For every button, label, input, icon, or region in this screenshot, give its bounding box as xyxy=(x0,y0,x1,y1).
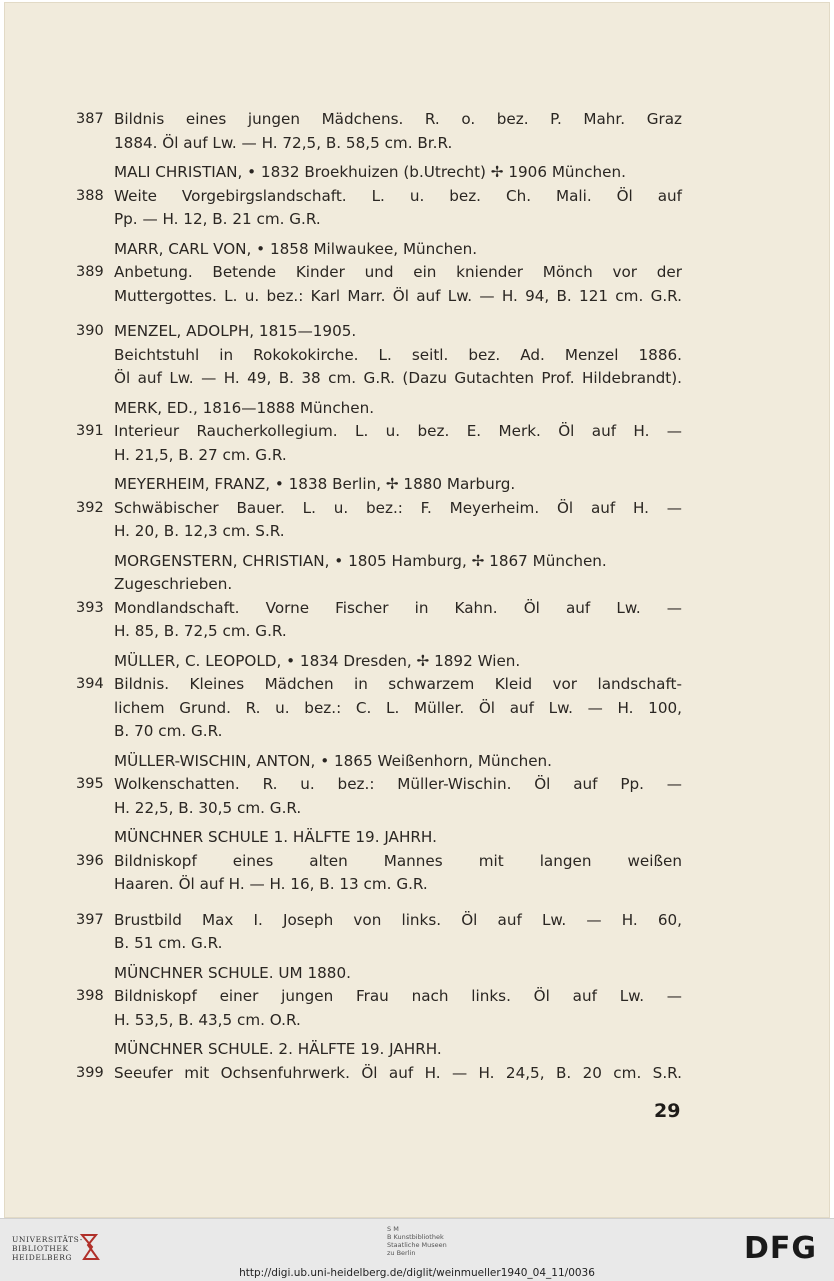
catalog-entries xyxy=(76,108,682,1085)
artist-heading xyxy=(76,750,682,774)
artist-heading xyxy=(76,650,682,674)
entry-line xyxy=(76,108,682,132)
entry-text: H. 21,5, B. 27 cm. G.R. xyxy=(114,445,287,464)
entry-text: H. 22,5, B. 30,5 cm. G.R. xyxy=(114,798,302,817)
entry-text: Brustbild Max I. Joseph von links. Öl auf Lw. — H. 60, xyxy=(114,910,682,929)
entry-text: Bildniskopf eines alten Mannes mit langen weißen xyxy=(114,851,682,870)
entry-number: 395 xyxy=(76,776,104,792)
entry-text: Wolkenschatten. R. u. bez.: Müller-Wischin. Öl auf Pp. — xyxy=(114,775,682,793)
entry-line xyxy=(76,773,682,797)
spacer xyxy=(76,897,682,909)
dfg-logo: DFG xyxy=(744,1231,818,1266)
artist-heading xyxy=(76,238,682,262)
entry-text: lichem Grund. R. u. bez.: C. L. Müller. Öl auf Lw. — H. 100, xyxy=(114,698,682,717)
entry-text: Mondlandschaft. Vorne Fischer in Kahn. Öl auf Lw. — xyxy=(114,598,682,617)
page-number: 29 xyxy=(654,1100,681,1122)
entry-line xyxy=(76,1009,682,1033)
entry-text: MÜNCHNER SCHULE. 2. HÄLFTE 19. JAHRH. xyxy=(114,1040,442,1058)
entry-text: Öl auf Lw. — H. 49, B. 38 cm. G.R. (Dazu Gutachten Prof. Hildebrandt). xyxy=(114,369,682,387)
attribution-note xyxy=(76,573,682,597)
entry-number: 389 xyxy=(76,264,104,280)
entry-number: 391 xyxy=(76,423,104,439)
entry-text: Bildnis eines jungen Mädchens. R. o. bez. P. Mahr. Graz xyxy=(114,110,682,128)
artist-heading xyxy=(76,826,682,850)
entry-text: MÜLLER-WISCHIN, ANTON, • 1865 Weißenhorn, München. xyxy=(114,751,552,770)
entry-text: MÜNCHNER SCHULE 1. HÄLFTE 19. JAHRH. xyxy=(114,828,437,846)
entry-line xyxy=(76,420,682,444)
entry-line xyxy=(76,132,682,156)
entry-number: 398 xyxy=(76,988,104,1004)
entry-text: Haaren. Öl auf H. — H. 16, B. 13 cm. G.R. xyxy=(114,875,428,893)
entry-text: Bildniskopf einer jungen Frau nach links. Öl auf Lw. — xyxy=(114,987,682,1005)
entry-line xyxy=(76,985,682,1009)
entry-number: 390 xyxy=(76,323,104,339)
entry-text: Weite Vorgebirgslandschaft. L. u. bez. Ch. Mali. Öl auf xyxy=(114,186,682,205)
source-url-link[interactable]: http://digi.ub.uni-heidelberg.de/diglit/weinmueller1940_04_11/0036 xyxy=(239,1267,595,1279)
entry-line xyxy=(76,620,682,644)
artist-heading xyxy=(76,320,682,344)
entry-line xyxy=(76,673,682,697)
viewer-footer xyxy=(0,1218,834,1281)
entry-text: 1884. Öl auf Lw. — H. 72,5, B. 58,5 cm. Br.R. xyxy=(114,133,453,152)
entry-text: Beichtstuhl in Rokokokirche. L. seitl. bez. Ad. Menzel 1886. xyxy=(114,345,682,364)
entry-text: Anbetung. Betende Kinder und ein kniender Mönch vor der xyxy=(114,263,682,281)
artist-heading xyxy=(76,1038,682,1062)
entry-number: 387 xyxy=(76,111,104,127)
artist-heading xyxy=(76,962,682,986)
entry-text: Interieur Raucherkollegium. L. u. bez. E. Merk. Öl auf H. — xyxy=(114,422,682,440)
entry-number: 388 xyxy=(76,187,104,204)
entry-text: H. 20, B. 12,3 cm. S.R. xyxy=(114,522,285,540)
entry-text: Bildnis. Kleines Mädchen in schwarzem Kleid vor landschaft- xyxy=(114,675,682,693)
entry-text: B. 70 cm. G.R. xyxy=(114,722,223,740)
entry-number: 399 xyxy=(76,1064,104,1081)
entry-line xyxy=(76,344,682,368)
entry-line xyxy=(76,261,682,285)
university-library-logo: UNIVERSITÄTS- BIBLIOTHEK HEIDELBERG xyxy=(12,1235,83,1262)
entry-line xyxy=(76,597,682,621)
entry-text: MALI CHRISTIAN, • 1832 Broekhuizen (b.Utrecht) ✢ 1906 München. xyxy=(114,163,626,181)
entry-line xyxy=(76,185,682,209)
entry-text: MARR, CARL VON, • 1858 Milwaukee, München. xyxy=(114,239,478,258)
entry-text: Pp. — H. 12, B. 21 cm. G.R. xyxy=(114,210,321,228)
entry-line xyxy=(76,208,682,232)
entry-text: B. 51 cm. G.R. xyxy=(114,934,223,952)
entry-line xyxy=(76,873,682,897)
entry-text: MEYERHEIM, FRANZ, • 1838 Berlin, ✢ 1880 Marburg. xyxy=(114,475,516,493)
entry-line xyxy=(76,909,682,933)
entry-text: MERK, ED., 1816—1888 München. xyxy=(114,398,375,417)
entry-number: 396 xyxy=(76,852,104,869)
entry-text: MORGENSTERN, CHRISTIAN, • 1805 Hamburg, ✢ 1867 München. xyxy=(114,551,607,570)
entry-text: MÜLLER, C. LEOPOLD, • 1834 Dresden, ✢ 1892 Wien. xyxy=(114,651,521,670)
library-emblem-icon xyxy=(78,1231,102,1263)
entry-number: 393 xyxy=(76,599,104,616)
entry-text: Muttergottes. L. u. bez.: Karl Marr. Öl auf Lw. — H. 94, B. 121 cm. G.R. xyxy=(114,286,682,305)
entry-line xyxy=(76,367,682,391)
artist-heading xyxy=(76,397,682,421)
entry-line xyxy=(76,520,682,544)
entry-text: H. 53,5, B. 43,5 cm. O.R. xyxy=(114,1010,301,1029)
entry-number: 394 xyxy=(76,676,104,692)
entry-line xyxy=(76,1062,682,1086)
entry-text: Schwäbischer Bauer. L. u. bez.: F. Meyerheim. Öl auf H. — xyxy=(114,498,682,517)
entry-text: MENZEL, ADOLPH, 1815—1905. xyxy=(114,322,357,340)
entry-line xyxy=(76,797,682,821)
spacer xyxy=(76,308,682,320)
entry-line xyxy=(76,285,682,309)
artist-heading xyxy=(76,473,682,497)
library-stamp: S M B Kunstbibliothek Staatliche Museen zu Berlin xyxy=(387,1225,447,1257)
entry-line xyxy=(76,497,682,521)
entry-number: 397 xyxy=(76,911,104,928)
scanned-page xyxy=(4,2,830,1218)
artist-heading xyxy=(76,161,682,185)
artist-heading xyxy=(76,550,682,574)
entry-text: Seeufer mit Ochsenfuhrwerk. Öl auf H. — H. 24,5, B. 20 cm. S.R. xyxy=(114,1063,682,1082)
entry-text: Zugeschrieben. xyxy=(114,575,233,593)
entry-line xyxy=(76,850,682,874)
entry-line xyxy=(76,697,682,721)
entry-line xyxy=(76,932,682,956)
entry-line xyxy=(76,720,682,744)
entry-text: H. 85, B. 72,5 cm. G.R. xyxy=(114,622,287,640)
entry-line xyxy=(76,444,682,468)
entry-number: 392 xyxy=(76,499,104,516)
entry-text: MÜNCHNER SCHULE. UM 1880. xyxy=(114,963,351,982)
